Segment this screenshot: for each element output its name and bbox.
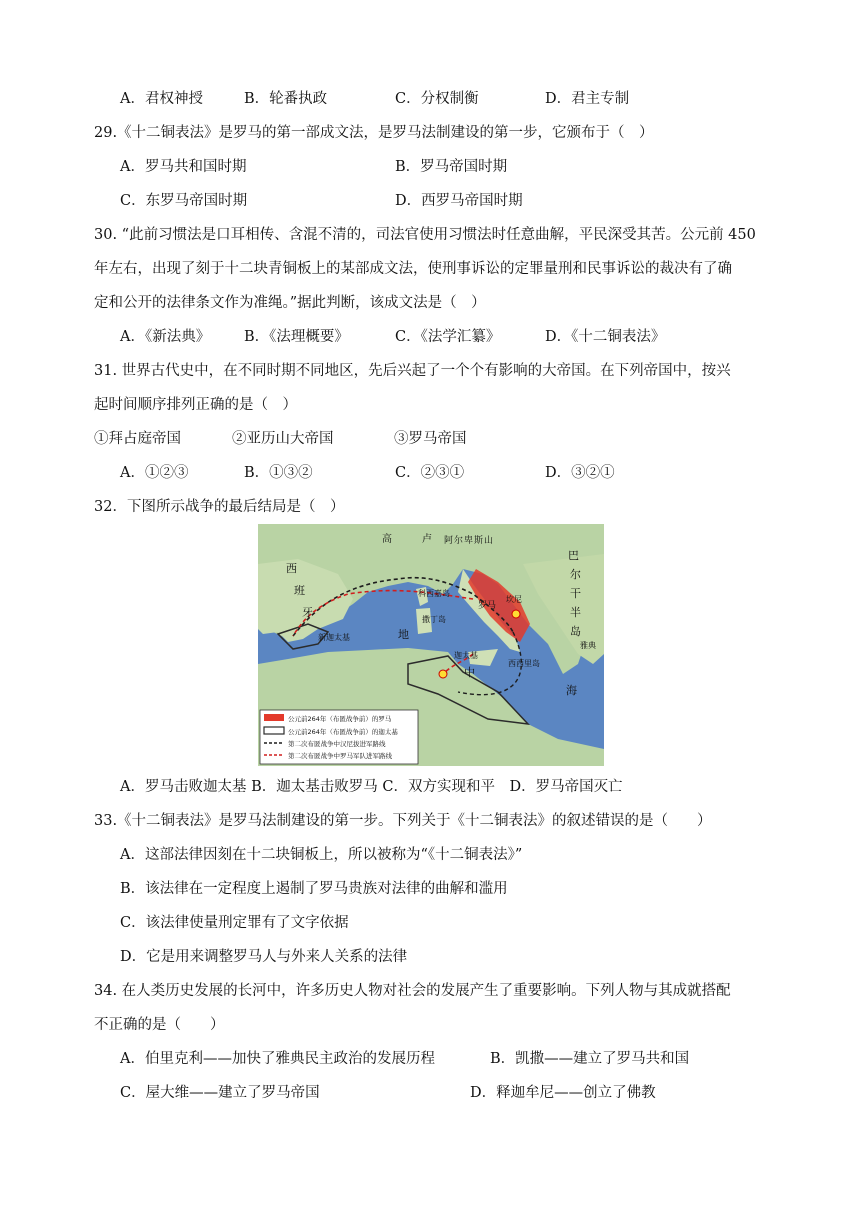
legend-roman-route: 第二次布匿战争中罗马军队进军路线 [288,752,392,760]
q31-stem-line-2: 起时间顺序排列正确的是（ ） [94,397,297,413]
q29-stem: 29.《十二铜表法》是罗马的第一部成文法，是罗马法制建设的第一步，它颁布于（ ） [94,125,654,141]
q30-option-a: A．《新法典》 [120,329,211,345]
q31-option-d: D．③②① [545,465,615,481]
q34-option-b: B．凯撒——建立了罗马共和国 [490,1051,690,1067]
q33-stem: 33.《十二铜表法》是罗马法制建设的第一步。下列关于《十二铜表法》的叙述错误的是（ ） [94,813,712,829]
map-label-sardinia: 撒丁岛 [422,615,446,624]
q30-option-c: C．《法学汇纂》 [395,329,501,345]
punic-war-map [258,524,604,766]
map-label-er2: 尔 [570,568,581,581]
q32-options: A．罗马击败迦太基 B．迦太基击败罗马 C．双方实现和平 D．罗马帝国灭亡 [120,779,623,795]
map-label-zhong: 中 [464,666,475,679]
q30-option-d: D．《十二铜表法》 [545,329,666,345]
map-label-bei: 卑 [464,536,474,546]
map-label-shan: 山 [484,536,494,546]
q32-stem: 32．下图所示战争的最后结局是（ ） [94,499,345,515]
battle-cannae-marker [512,610,520,618]
map-label-carthage: 迦太基 [454,651,478,660]
q30-option-b: B．《法理概要》 [244,329,349,345]
q33-option-b: B．该法律在一定程度上遏制了罗马贵族对法律的曲解和滥用 [120,881,508,897]
map-label-cannae: 坎尼 [506,595,522,604]
q33-option-c: C．该法律使量刑定罪有了文字依据 [120,915,349,931]
map-label-ba: 巴 [568,549,579,562]
map-label-hai: 海 [566,684,577,697]
q34-stem-line-1: 34. 在人类历史发展的长河中，许多历史人物对社会的发展产生了重要影响。下列人物与其成就搭配 [94,983,731,999]
map-label-dao: 岛 [570,625,581,638]
q30-stem-line-1: 30. “此前习惯法是口耳相传、含混不清的，司法官使用习惯法时任意曲解，平民深受其苦。公元前 450 [94,227,756,243]
q31-item-3: ③罗马帝国 [394,431,467,447]
q29-option-b: B．罗马帝国时期 [395,159,508,175]
q29-option-c: C．东罗马帝国时期 [120,193,248,209]
q34-stem-line-2: 不正确的是（ ） [94,1017,225,1033]
legend-swatch-rome [264,714,284,721]
q33-option-d: D．它是用来调整罗马人与外来人关系的法律 [120,949,408,965]
q29-option-d: D．西罗马帝国时期 [395,193,523,209]
q28-option-c: C．分权制衡 [395,91,479,107]
legend-hannibal-route: 第二次布匿战争中汉尼拔进军路线 [288,740,386,748]
map-label-lu: 卢 [422,534,432,545]
map-label-sicily: 西西里岛 [508,659,540,668]
map-label-ban2: 半 [570,606,581,619]
map-label-xi: 西 [286,562,297,575]
q34-option-a: A．伯里克利——加快了雅典民主政治的发展历程 [120,1051,435,1067]
map-label-gao: 高 [382,534,392,545]
q30-stem-line-3: 定和公开的法律条文作为准绳。”据此判断，该成文法是（ ） [94,295,486,311]
q29-option-a: A．罗马共和国时期 [120,159,247,175]
map-label-ya: 牙 [302,606,313,619]
map-label-ban: 班 [294,584,305,597]
legend-rome: 公元前264年（布匿战争前）的罗马 [288,715,392,723]
q28-option-b: B．轮番执政 [244,91,328,107]
q33-option-a: A．这部法律因刻在十二块铜板上，所以被称为“《十二铜表法》” [120,847,523,863]
q28-option-d: D．君主专制 [545,91,630,107]
map-label-si: 斯 [474,536,484,546]
map-label-gan: 干 [570,587,581,600]
q31-option-b: B．①③② [244,465,313,481]
q34-option-c: C．屋大维——建立了罗马帝国 [120,1085,320,1101]
map-label-corsica: 科西嘉岛 [418,589,450,598]
map-label-di: 地 [398,628,409,641]
map-label-athens: 雅典 [580,641,596,650]
map-label-new-carthage: 新迦太基 [318,633,350,642]
q30-stem-line-2: 年左右，出现了刻于十二块青铜板上的某部成文法，使刑事诉讼的定罪量刑和民事诉讼的裁决有了确 [94,261,732,277]
map-label-a: 阿 [444,536,454,546]
q28-option-a: A．君权神授 [120,91,203,107]
map-label-rome: 罗马 [478,601,497,611]
q31-option-a: A．①②③ [120,465,189,481]
q31-item-1: ①拜占庭帝国 [94,431,181,447]
q31-option-c: C．②③① [395,465,465,481]
map-label-er: 尔 [454,536,464,546]
q34-option-d: D．释迦牟尼——创立了佛教 [470,1085,656,1101]
battle-zama-marker [439,670,447,678]
legend-carthage: 公元前264年（布匿战争前）的迦太基 [288,728,398,736]
q31-stem-line-1: 31. 世界古代史中，在不同时期不同地区，先后兴起了一个个有影响的大帝国。在下列帝国中，按兴 [94,363,731,379]
q31-item-2: ②亚历山大帝国 [232,431,334,447]
